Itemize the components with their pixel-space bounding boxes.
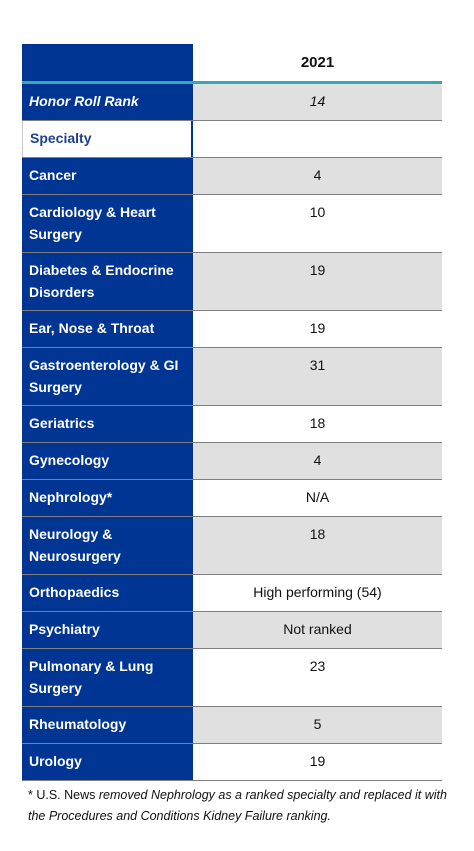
table-row	[22, 744, 442, 781]
rank-value: 31	[193, 348, 442, 405]
header-blank-cell	[22, 44, 193, 81]
footnote-italic-text: removed Nephrology as a ranked specialty and replaced it with the Procedures and Conditions Kidney Failure ranking.	[28, 788, 447, 823]
table-row	[22, 443, 442, 480]
rank-value: Not ranked	[193, 612, 442, 648]
specialty-name: Diabetes & Endocrine Disorders	[22, 253, 193, 310]
rank-value: 19	[193, 311, 442, 347]
footnote	[28, 785, 448, 827]
rank-value: 4	[193, 443, 442, 479]
rank-value: N/A	[193, 480, 442, 516]
footnote-prefix: * U.S. News	[28, 788, 99, 802]
specialty-name: Urology	[22, 744, 193, 780]
specialty-name: Gastroenterology & GI Surgery	[22, 348, 193, 405]
table-row	[22, 348, 442, 406]
year-header: 2021	[193, 44, 442, 81]
table-header-row	[22, 44, 442, 84]
rank-value: 5	[193, 707, 442, 743]
rank-value: 4	[193, 158, 442, 194]
specialty-header-row	[22, 121, 442, 158]
table-row	[22, 575, 442, 612]
rankings-table	[22, 44, 442, 781]
rank-value: 19	[193, 744, 442, 780]
specialty-name: Cancer	[22, 158, 193, 194]
rank-value: High performing (54)	[193, 575, 442, 611]
table-row	[22, 195, 442, 253]
specialty-name: Rheumatology	[22, 707, 193, 743]
rank-value: 18	[193, 406, 442, 442]
table-row	[22, 707, 442, 744]
specialty-blank-cell	[193, 121, 442, 157]
honor-roll-label: Honor Roll Rank	[22, 84, 193, 120]
specialty-name: Neurology & Neurosurgery	[22, 517, 193, 574]
specialty-label: Specialty	[22, 121, 193, 157]
honor-roll-value: 14	[193, 84, 442, 120]
specialty-name: Geriatrics	[22, 406, 193, 442]
specialty-name: Orthopaedics	[22, 575, 193, 611]
table-row	[22, 612, 442, 649]
table-row	[22, 406, 442, 443]
specialty-name: Nephrology*	[22, 480, 193, 516]
rank-value: 18	[193, 517, 442, 574]
specialty-name: Gynecology	[22, 443, 193, 479]
table-row	[22, 311, 442, 348]
specialty-name: Ear, Nose & Throat	[22, 311, 193, 347]
specialty-name: Cardiology & Heart Surgery	[22, 195, 193, 252]
rank-value: 23	[193, 649, 442, 706]
table-row	[22, 158, 442, 195]
table-row	[22, 253, 442, 311]
rank-value: 19	[193, 253, 442, 310]
rank-value: 10	[193, 195, 442, 252]
table-row	[22, 517, 442, 575]
specialty-name: Pulmonary & Lung Surgery	[22, 649, 193, 706]
table-row	[22, 649, 442, 707]
table-row	[22, 480, 442, 517]
honor-roll-row	[22, 84, 442, 121]
specialty-name: Psychiatry	[22, 612, 193, 648]
